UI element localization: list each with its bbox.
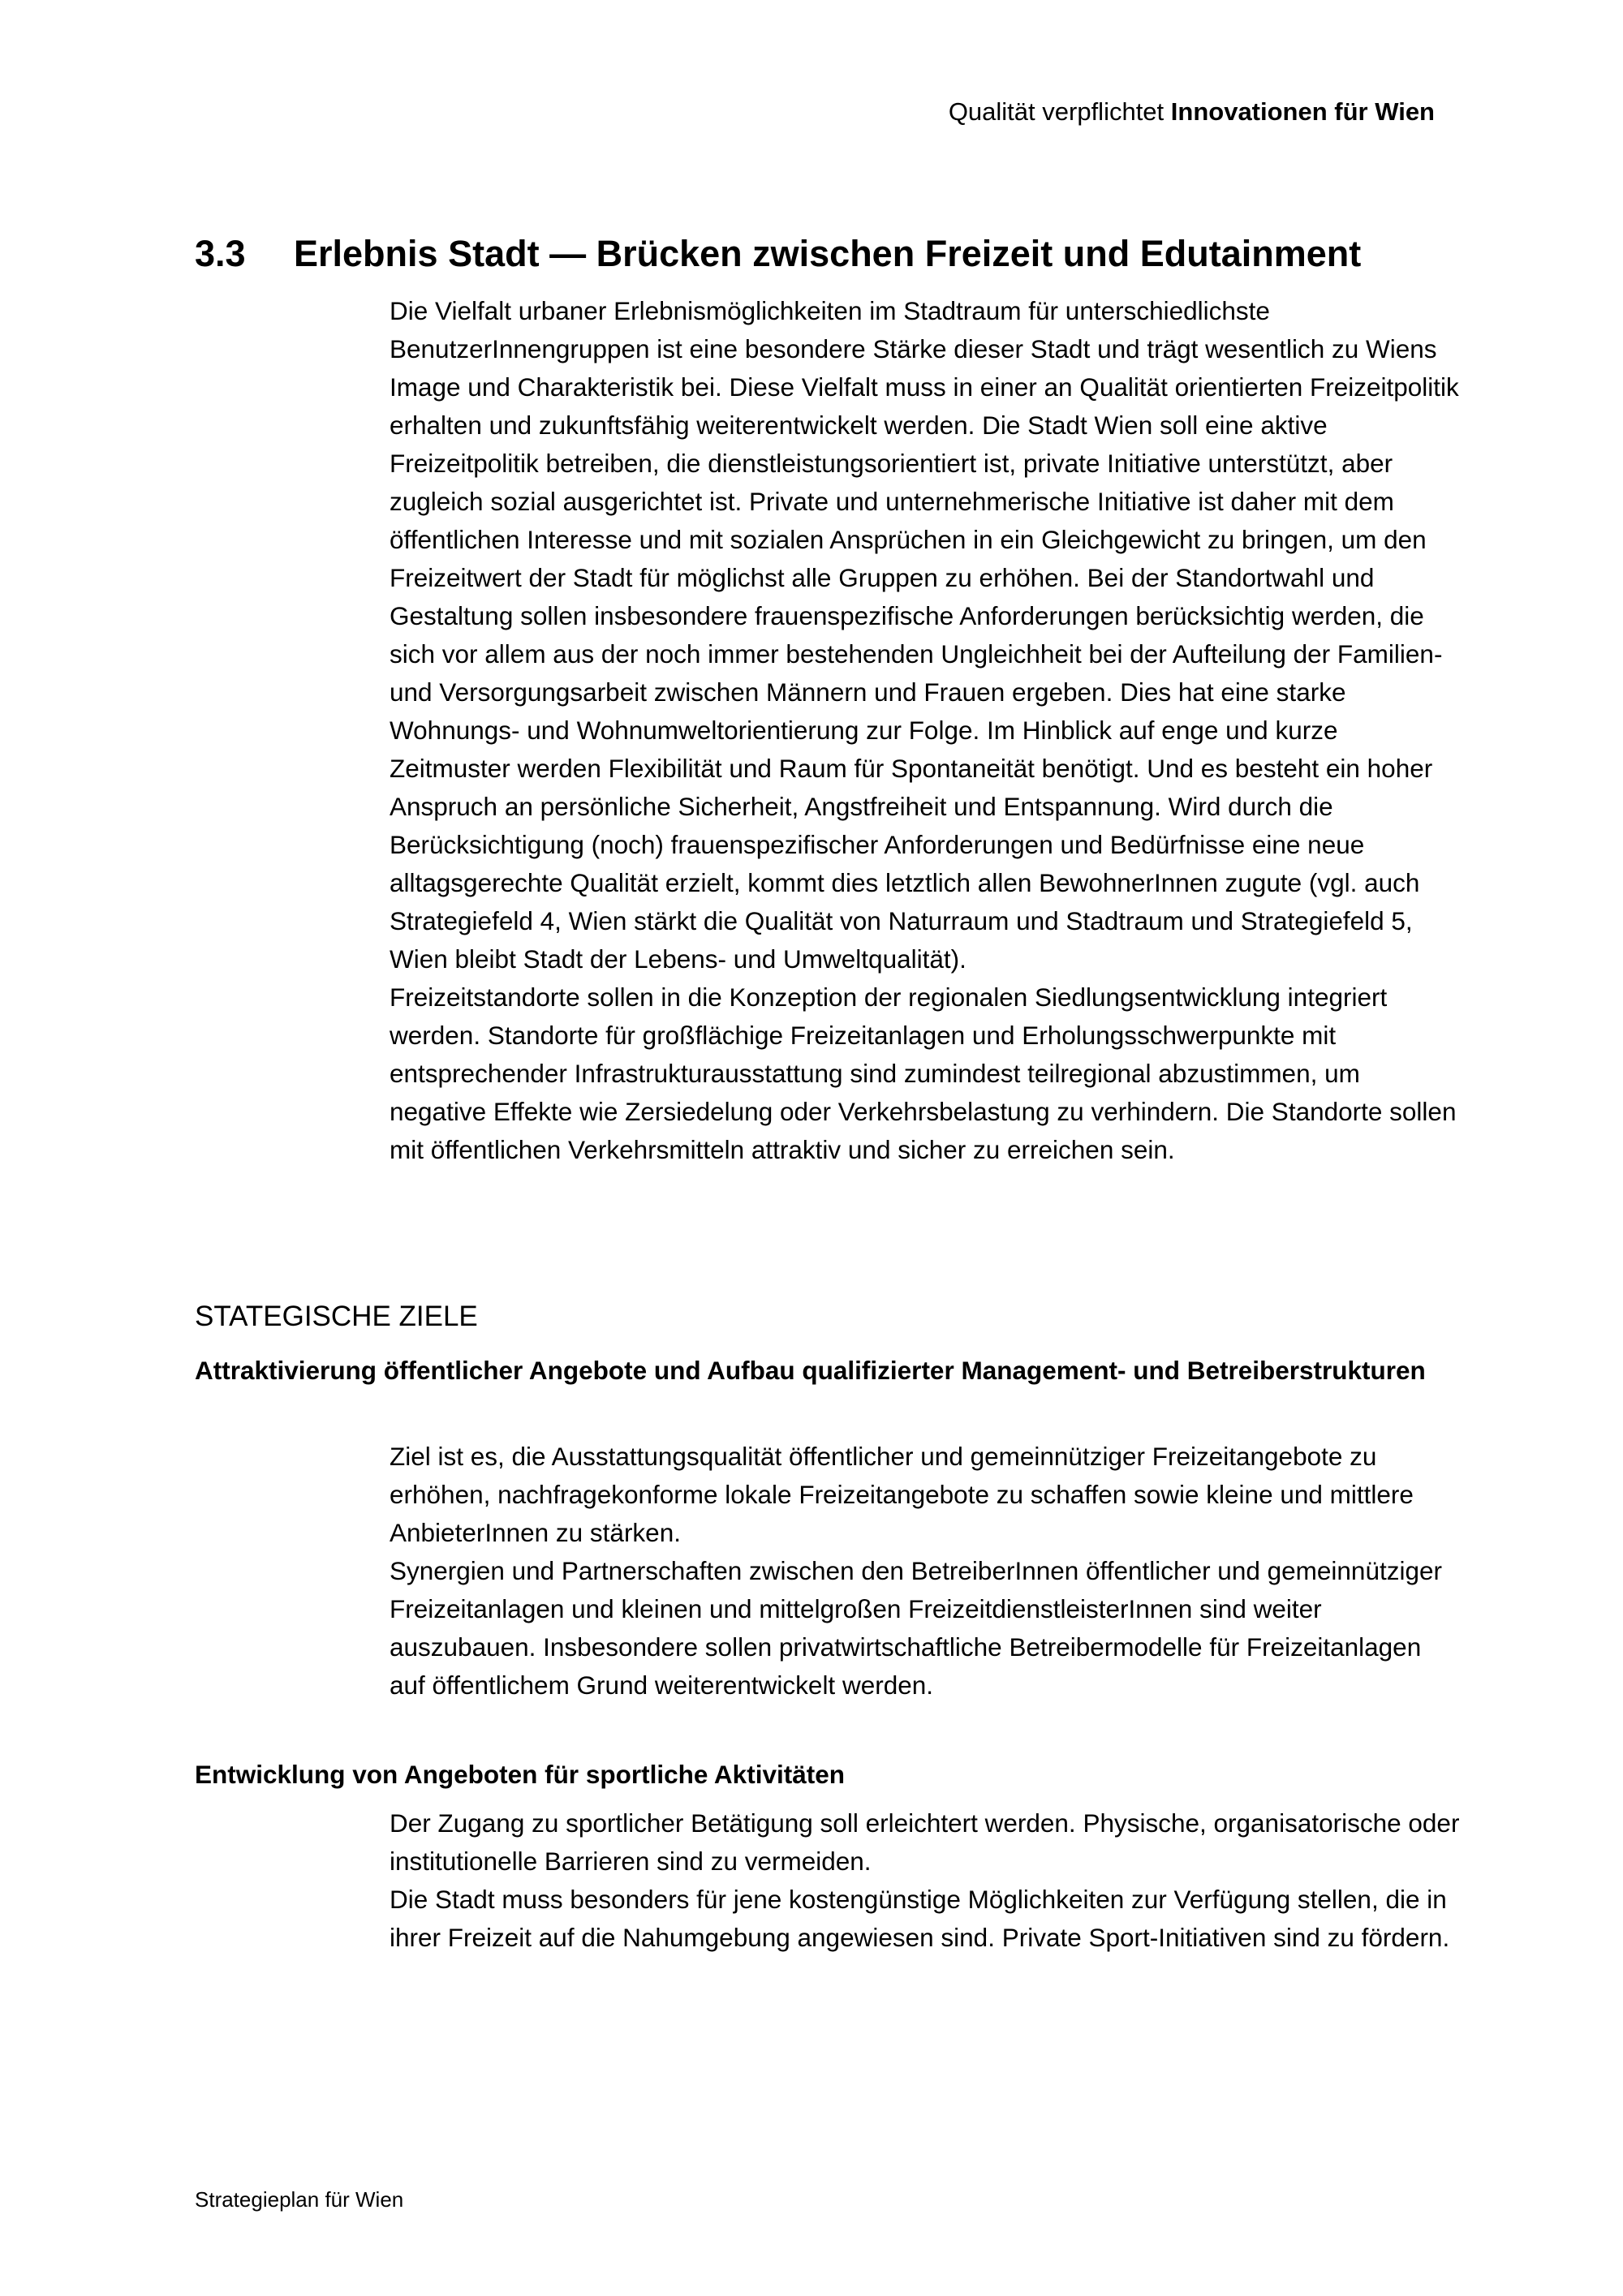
body-paragraph: Freizeitstandorte sollen in die Konzeption der regionalen Siedlungsentwicklung integriert werden. Standorte für großflächige Freizeitanlagen und Erholungsschwerpunkte mit entsprechender Infrastrukturausstattung sind zumindest teilregional abzustimmen, um negative Effekte wie Zersiedelung oder Verkehrsbelastung zu verhindern. Die Standorte sollen mit öffentlichen Verkehrsmitteln attraktiv und sicher zu erreichen sein. <box>390 982 1457 1164</box>
header-text: Qualität verpflichtet <box>948 97 1171 126</box>
body-paragraph: Ziel ist es, die Ausstattungsqualität öffentlicher und gemeinnütziger Freizeitangebote zu erhöhen, nachfragekonforme lokale Freizeitangebote zu schaffen sowie kleine und mittlere AnbieterInnen zu stärken. <box>390 1442 1414 1547</box>
goal-heading: Attraktivierung öffentlicher Angebote und Aufbau qualifizierter Management- und Betreiberstrukturen <box>195 1356 1426 1385</box>
goal-heading: Entwicklung von Angeboten für sportliche Aktivitäten <box>195 1760 845 1789</box>
body-paragraph: Der Zugang zu sportlicher Betätigung soll erleichtert werden. Physische, organisatorische oder institutionelle Barrieren sind zu vermeiden. <box>390 1808 1460 1876</box>
page-header <box>949 96 1435 128</box>
body-paragraph: Synergien und Partnerschaften zwischen den BetreiberInnen öffentlicher und gemeinnütziger Freizeitanlagen und kleinen und mittelgroßen FreizeitdienstleisterInnen sind weiter auszubauen. Insbesondere sollen privatwirtschaftliche Betreibermodelle für Freizeitanlagen auf öffentlichem Grund weiterentwickelt werden. <box>390 1556 1442 1700</box>
section-body <box>390 292 1461 1169</box>
goal-body <box>390 1438 1461 1705</box>
section-title-text: Erlebnis Stadt — Brücken zwischen Freizeit und Edutainment <box>294 233 1362 274</box>
goal-body <box>390 1804 1461 1957</box>
section-number: 3.3 <box>195 233 246 274</box>
page-footer: Strategieplan für Wien <box>195 2187 404 2212</box>
body-paragraph: Die Vielfalt urbaner Erlebnismöglichkeiten im Stadtraum für unterschiedlichste BenutzerInnengruppen ist eine besondere Stärke dieser Stadt und trägt wesentlich zu Wiens Image und Charakteristik bei. Diese Vielfalt muss in einer an Qualität orientierten Freizeitpolitik erhalten und zukunftsfähig weiterentwickelt werden. Die Stadt Wien soll eine aktive Freizeitpolitik betreiben, die dienstleistungsorientiert ist, private Initiative unterstützt, aber zugleich sozial ausgerichtet ist. Private und unternehmerische Initiative ist daher mit dem öffentlichen Interesse und mit sozialen Ansprüchen in ein Gleichgewicht zu bringen, um den Freizeitwert der Stadt für möglichst alle Gruppen zu erhöhen. Bei der Standortwahl und Gestaltung sollen insbesondere frauenspezifische Anforderungen berücksichtig werden, die sich vor allem aus der noch immer bestehenden Ungleichheit bei der Aufteilung der Familien- und Versorgungsarbeit zwischen Männern und Frauen ergeben. Dies hat eine starke Wohnungs- und Wohnumweltorientierung zur Folge. Im Hinblick auf enge und kurze Zeitmuster werden Flexibilität und Raum für Spontaneität benötigt. Und es besteht ein hoher Anspruch an persönliche Sicherheit, Angstfreiheit und Entspannung. Wird durch die Berücksichtigung (noch) frauenspezifischer Anforderungen und Bedürfnisse eine neue alltagsgerechte Qualität erzielt, kommt dies letztlich allen BewohnerInnen zugute (vgl. auch Strategiefeld 4, Wien stärkt die Qualität von Naturraum und Stadtraum und Strategiefeld 5, Wien bleibt Stadt der Lebens- und Umweltqualität). <box>390 296 1459 974</box>
section-title <box>195 231 1461 277</box>
header-bold-text: Innovationen für Wien <box>1170 97 1435 126</box>
body-paragraph: Die Stadt muss besonders für jene kostengünstige Möglichkeiten zur Verfügung stellen, die in ihrer Freizeit auf die Nahumgebung angewiesen sind. Private Sport-Initiativen sind zu fördern. <box>390 1885 1450 1952</box>
strategic-goals-heading: STATEGISCHE ZIELE <box>195 1301 478 1332</box>
